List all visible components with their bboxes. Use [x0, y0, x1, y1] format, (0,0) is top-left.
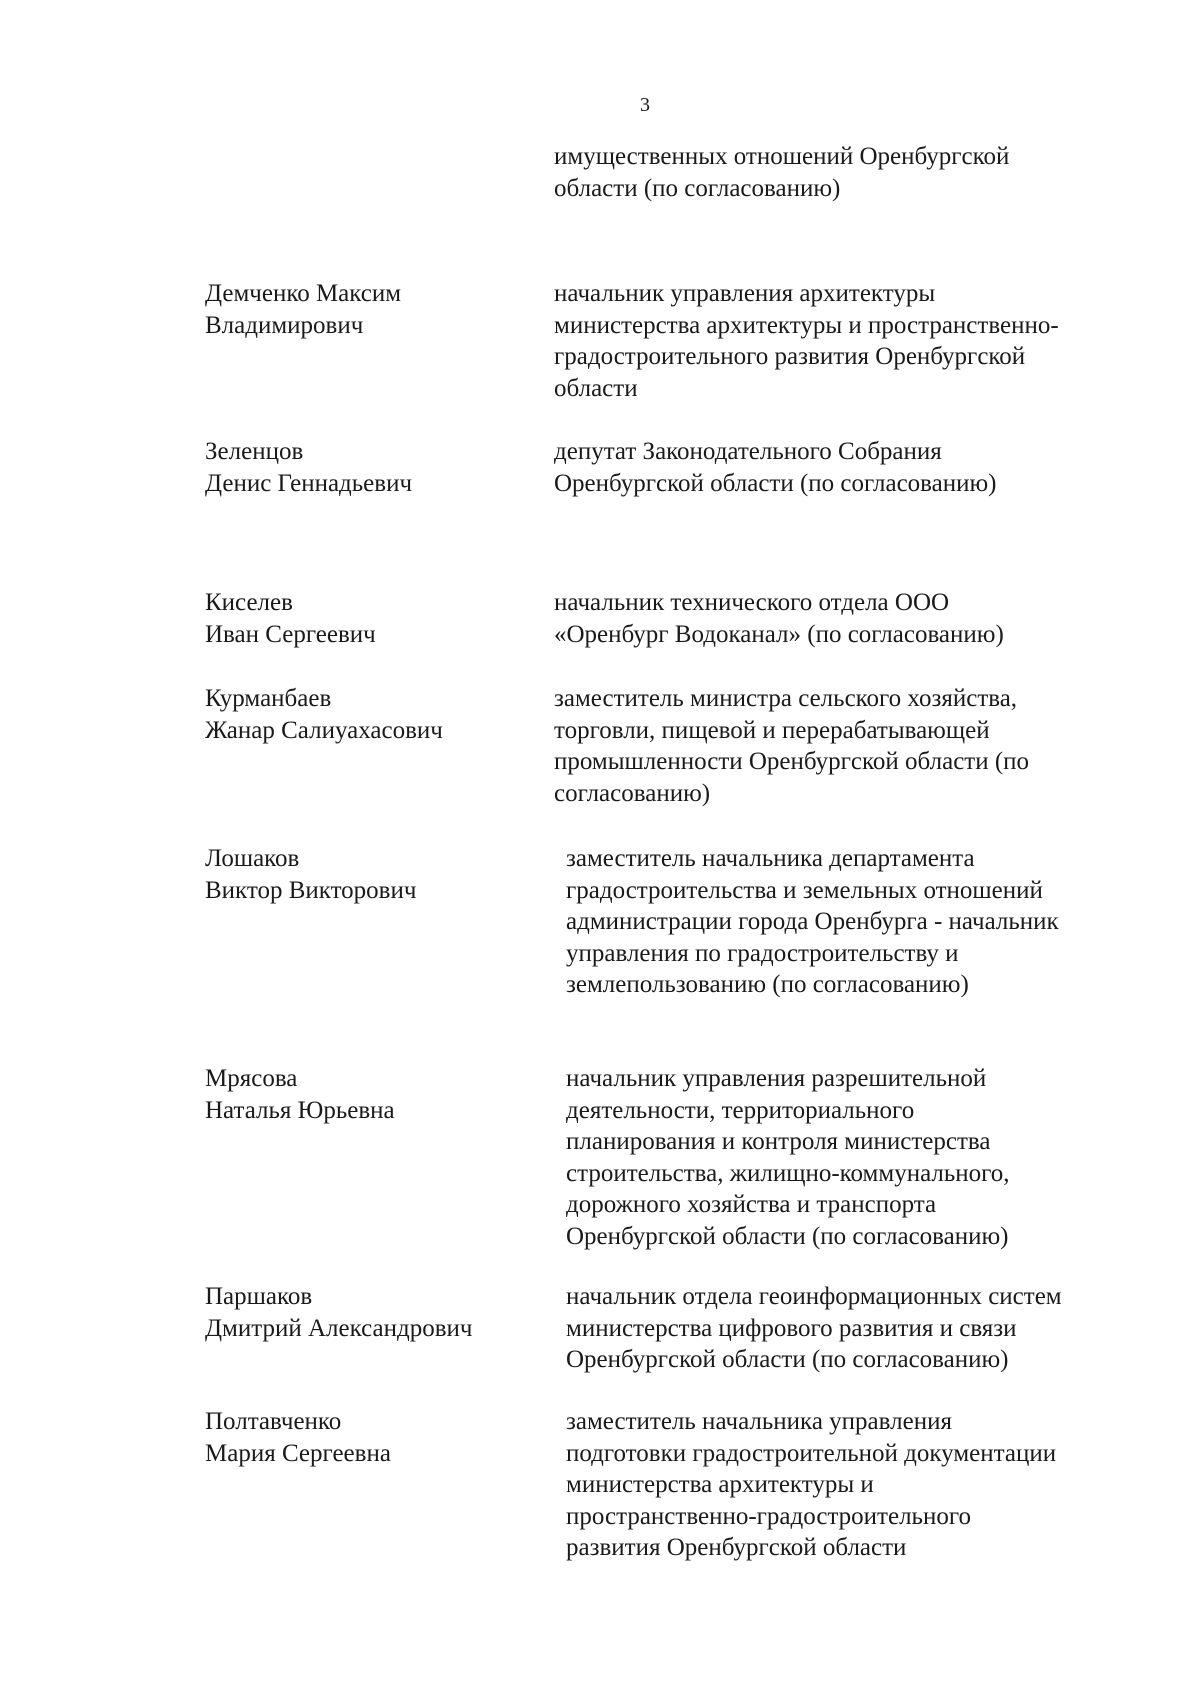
member-name: Паршаков Дмитрий Александрович: [205, 1283, 473, 1342]
member-name: Демченко Максим Владимирович: [205, 280, 402, 339]
member-position: начальник отдела геоинформационных систем министерства цифрового развития и связи Оренбургской области (по согласованию): [566, 1283, 1062, 1373]
member-name: Мрясова Наталья Юрьевна: [205, 1065, 395, 1124]
member-position: заместитель начальника департамента градостроительства и земельных отношений администрации города Оренбурга - начальник управления по градостроительству и землепользованию (по согласованию): [566, 845, 1059, 998]
page-number: 3: [640, 94, 650, 116]
member-position: заместитель министра сельского хозяйства, торговли, пищевой и перерабатывающей промышленности Оренбургской области (по согласованию): [554, 685, 1030, 807]
member-name: Полтавченко Мария Сергеевна: [205, 1408, 391, 1467]
member-position: начальник управления разрешительной деятельности, территориального планирования и контроля министерства строительства, жилищно-коммунального, дорожного хозяйства и транспорта Оренбургской области (по согласованию): [566, 1065, 1010, 1250]
member-name: Зеленцов Денис Геннадьевич: [205, 438, 413, 497]
member-position: начальник управления архитектуры министерства архитектуры и пространственно- градостроительного развития Оренбургской области: [554, 280, 1059, 402]
member-name: Курманбаев Жанар Салиуахасович: [205, 685, 443, 744]
continued-position-text: имущественных отношений Оренбургской области (по согласованию): [554, 143, 1010, 202]
member-position: начальник технического отдела ООО «Оренбург Водоканал» (по согласованию): [554, 589, 1004, 648]
member-position: заместитель начальника управления подготовки градостроительной документации министерства архитектуры и пространственно-градостроительного развития Оренбургской области: [566, 1408, 1057, 1561]
member-name: Киселев Иван Сергеевич: [205, 589, 376, 648]
member-name: Лошаков Виктор Викторович: [205, 845, 417, 904]
member-position: депутат Законодательного Собрания Оренбургской области (по согласованию): [554, 438, 997, 497]
